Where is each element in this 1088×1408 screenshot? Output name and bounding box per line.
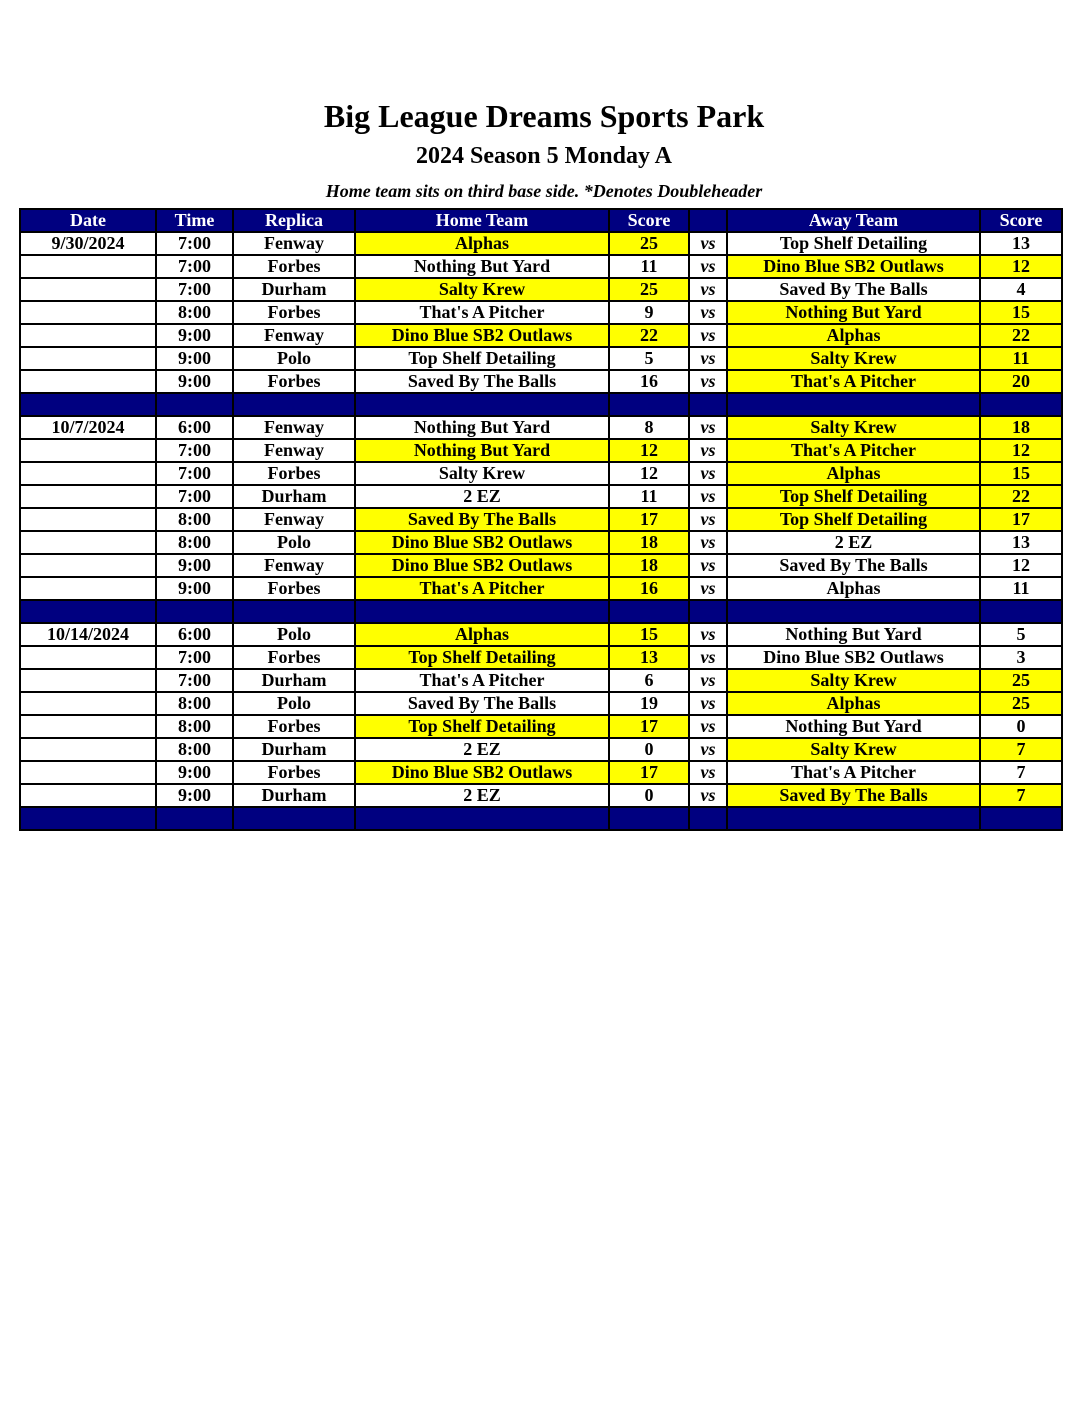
away-team-cell: That's A Pitcher [727,761,980,784]
vs-cell: vs [689,715,727,738]
replica-cell: Fenway [233,554,355,577]
separator-cell [233,393,355,416]
home-score-cell: 12 [609,439,689,462]
replica-cell: Durham [233,278,355,301]
date-cell [20,324,156,347]
game-row [20,784,1062,807]
home-score-cell: 17 [609,715,689,738]
replica-cell: Fenway [233,416,355,439]
col-header-replica: Replica [233,209,355,232]
separator-cell [233,600,355,623]
away-score-cell: 17 [980,508,1062,531]
home-score-cell: 0 [609,738,689,761]
date-cell [20,462,156,485]
vs-cell: vs [689,439,727,462]
time-cell: 7:00 [156,669,233,692]
game-row [20,324,1062,347]
date-cell [20,715,156,738]
away-team-cell: Top Shelf Detailing [727,485,980,508]
date-cell: 9/30/2024 [20,232,156,255]
away-score-cell: 7 [980,738,1062,761]
table-header-row [20,209,1062,232]
home-score-cell: 25 [609,232,689,255]
home-score-cell: 6 [609,669,689,692]
game-row [20,347,1062,370]
col-header-time: Time [156,209,233,232]
separator-cell [980,600,1062,623]
date-cell [20,370,156,393]
separator-cell [233,807,355,830]
vs-cell: vs [689,370,727,393]
away-team-cell: Dino Blue SB2 Outlaws [727,255,980,278]
separator-cell [727,807,980,830]
replica-cell: Fenway [233,508,355,531]
away-team-cell: Salty Krew [727,416,980,439]
separator-cell [355,600,609,623]
home-score-cell: 11 [609,255,689,278]
replica-cell: Forbes [233,370,355,393]
away-team-cell: 2 EZ [727,531,980,554]
page-note: Home team sits on third base side. *Denotes Doubleheader [325,181,763,201]
game-row [20,232,1062,255]
col-header-home-team: Home Team [355,209,609,232]
home-team-cell: That's A Pitcher [355,577,609,600]
replica-cell: Fenway [233,324,355,347]
separator-cell [980,393,1062,416]
away-team-cell: Salty Krew [727,347,980,370]
date-cell [20,531,156,554]
game-row [20,531,1062,554]
date-cell [20,692,156,715]
date-cell [20,485,156,508]
time-cell: 9:00 [156,347,233,370]
col-header-vs [689,209,727,232]
away-score-cell: 0 [980,715,1062,738]
replica-cell: Fenway [233,232,355,255]
date-cell [20,784,156,807]
game-row [20,669,1062,692]
time-cell: 6:00 [156,623,233,646]
separator-cell [355,393,609,416]
home-team-cell: Dino Blue SB2 Outlaws [355,554,609,577]
home-score-cell: 5 [609,347,689,370]
home-score-cell: 12 [609,462,689,485]
vs-cell: vs [689,232,727,255]
game-row [20,370,1062,393]
replica-cell: Durham [233,784,355,807]
schedule-body [20,232,1062,830]
date-cell [20,669,156,692]
away-score-cell: 7 [980,761,1062,784]
home-score-cell: 17 [609,508,689,531]
time-cell: 7:00 [156,232,233,255]
date-cell [20,554,156,577]
vs-cell: vs [689,508,727,531]
away-score-cell: 12 [980,255,1062,278]
separator-cell [727,393,980,416]
separator-cell [156,600,233,623]
vs-cell: vs [689,531,727,554]
time-cell: 8:00 [156,738,233,761]
away-team-cell: That's A Pitcher [727,370,980,393]
away-score-cell: 5 [980,623,1062,646]
home-team-cell: Nothing But Yard [355,439,609,462]
away-team-cell: Top Shelf Detailing [727,508,980,531]
time-cell: 8:00 [156,715,233,738]
away-score-cell: 13 [980,531,1062,554]
game-row [20,278,1062,301]
home-team-cell: Nothing But Yard [355,255,609,278]
page-title: Big League Dreams Sports Park [323,98,765,134]
away-score-cell: 18 [980,416,1062,439]
replica-cell: Polo [233,623,355,646]
home-score-cell: 16 [609,370,689,393]
away-score-cell: 7 [980,784,1062,807]
away-team-cell: Saved By The Balls [727,784,980,807]
replica-cell: Forbes [233,255,355,278]
date-cell [20,347,156,370]
schedule-table [19,208,1063,831]
replica-cell: Polo [233,692,355,715]
home-team-cell: Top Shelf Detailing [355,715,609,738]
home-score-cell: 19 [609,692,689,715]
home-team-cell: 2 EZ [355,738,609,761]
separator-row [20,393,1062,416]
away-team-cell: Alphas [727,324,980,347]
replica-cell: Forbes [233,715,355,738]
date-cell [20,738,156,761]
vs-cell: vs [689,646,727,669]
home-score-cell: 18 [609,554,689,577]
away-team-cell: Top Shelf Detailing [727,232,980,255]
game-row [20,577,1062,600]
vs-cell: vs [689,761,727,784]
away-score-cell: 12 [980,554,1062,577]
separator-cell [689,600,727,623]
time-cell: 8:00 [156,692,233,715]
date-cell [20,508,156,531]
replica-cell: Polo [233,347,355,370]
replica-cell: Polo [233,531,355,554]
away-score-cell: 11 [980,347,1062,370]
away-team-cell: Nothing But Yard [727,301,980,324]
away-score-cell: 3 [980,646,1062,669]
away-score-cell: 25 [980,692,1062,715]
away-score-cell: 22 [980,324,1062,347]
away-score-cell: 20 [980,370,1062,393]
home-score-cell: 25 [609,278,689,301]
separator-cell [156,807,233,830]
time-cell: 8:00 [156,531,233,554]
away-score-cell: 25 [980,669,1062,692]
game-row [20,761,1062,784]
vs-cell: vs [689,692,727,715]
vs-cell: vs [689,255,727,278]
col-header-date: Date [20,209,156,232]
vs-cell: vs [689,623,727,646]
game-row [20,646,1062,669]
home-score-cell: 11 [609,485,689,508]
separator-row [20,600,1062,623]
time-cell: 7:00 [156,462,233,485]
game-row [20,255,1062,278]
separator-cell [609,600,689,623]
vs-cell: vs [689,485,727,508]
away-team-cell: Saved By The Balls [727,554,980,577]
home-team-cell: Saved By The Balls [355,692,609,715]
home-team-cell: Dino Blue SB2 Outlaws [355,761,609,784]
time-cell: 9:00 [156,554,233,577]
home-score-cell: 17 [609,761,689,784]
separator-cell [20,600,156,623]
time-cell: 8:00 [156,301,233,324]
separator-row [20,807,1062,830]
game-row [20,416,1062,439]
vs-cell: vs [689,554,727,577]
separator-cell [609,393,689,416]
home-team-cell: Top Shelf Detailing [355,347,609,370]
vs-cell: vs [689,301,727,324]
away-team-cell: Saved By The Balls [727,278,980,301]
home-team-cell: Alphas [355,623,609,646]
date-cell [20,577,156,600]
replica-cell: Durham [233,669,355,692]
replica-cell: Durham [233,738,355,761]
time-cell: 7:00 [156,255,233,278]
home-score-cell: 13 [609,646,689,669]
col-header-away-team: Away Team [727,209,980,232]
game-row [20,439,1062,462]
home-team-cell: Alphas [355,232,609,255]
home-team-cell: Top Shelf Detailing [355,646,609,669]
replica-cell: Forbes [233,577,355,600]
time-cell: 6:00 [156,416,233,439]
home-score-cell: 9 [609,301,689,324]
date-cell: 10/14/2024 [20,623,156,646]
home-team-cell: Saved By The Balls [355,508,609,531]
away-score-cell: 4 [980,278,1062,301]
away-team-cell: Salty Krew [727,669,980,692]
away-score-cell: 15 [980,462,1062,485]
game-row [20,738,1062,761]
home-team-cell: Dino Blue SB2 Outlaws [355,324,609,347]
time-cell: 7:00 [156,485,233,508]
separator-cell [727,600,980,623]
home-team-cell: That's A Pitcher [355,669,609,692]
home-score-cell: 22 [609,324,689,347]
time-cell: 7:00 [156,278,233,301]
page-subtitle: 2024 Season 5 Monday A [415,143,673,169]
separator-cell [156,393,233,416]
vs-cell: vs [689,784,727,807]
separator-cell [20,393,156,416]
vs-cell: vs [689,324,727,347]
vs-cell: vs [689,416,727,439]
vs-cell: vs [689,278,727,301]
replica-cell: Forbes [233,462,355,485]
away-team-cell: Dino Blue SB2 Outlaws [727,646,980,669]
game-row [20,715,1062,738]
home-team-cell: 2 EZ [355,485,609,508]
date-cell: 10/7/2024 [20,416,156,439]
away-score-cell: 22 [980,485,1062,508]
replica-cell: Fenway [233,439,355,462]
time-cell: 9:00 [156,324,233,347]
separator-cell [689,807,727,830]
time-cell: 9:00 [156,784,233,807]
away-team-cell: That's A Pitcher [727,439,980,462]
game-row [20,462,1062,485]
date-cell [20,301,156,324]
home-score-cell: 0 [609,784,689,807]
away-team-cell: Salty Krew [727,738,980,761]
date-cell [20,761,156,784]
home-score-cell: 18 [609,531,689,554]
game-row [20,623,1062,646]
vs-cell: vs [689,577,727,600]
game-row [20,692,1062,715]
separator-cell [609,807,689,830]
game-row [20,508,1062,531]
home-score-cell: 16 [609,577,689,600]
away-team-cell: Alphas [727,577,980,600]
home-score-cell: 15 [609,623,689,646]
home-team-cell: Saved By The Balls [355,370,609,393]
game-row [20,301,1062,324]
separator-cell [980,807,1062,830]
separator-cell [355,807,609,830]
away-team-cell: Alphas [727,462,980,485]
home-team-cell: Nothing But Yard [355,416,609,439]
date-cell [20,278,156,301]
replica-cell: Durham [233,485,355,508]
away-score-cell: 11 [980,577,1062,600]
home-team-cell: That's A Pitcher [355,301,609,324]
col-header-away-score: Score [980,209,1062,232]
away-score-cell: 12 [980,439,1062,462]
time-cell: 9:00 [156,577,233,600]
replica-cell: Forbes [233,301,355,324]
home-team-cell: Dino Blue SB2 Outlaws [355,531,609,554]
away-score-cell: 15 [980,301,1062,324]
col-header-home-score: Score [609,209,689,232]
separator-cell [689,393,727,416]
replica-cell: Forbes [233,646,355,669]
vs-cell: vs [689,738,727,761]
time-cell: 8:00 [156,508,233,531]
time-cell: 7:00 [156,646,233,669]
replica-cell: Forbes [233,761,355,784]
date-cell [20,646,156,669]
home-score-cell: 8 [609,416,689,439]
away-team-cell: Nothing But Yard [727,623,980,646]
game-row [20,485,1062,508]
date-cell [20,255,156,278]
time-cell: 7:00 [156,439,233,462]
separator-cell [20,807,156,830]
away-team-cell: Nothing But Yard [727,715,980,738]
date-cell [20,439,156,462]
time-cell: 9:00 [156,370,233,393]
vs-cell: vs [689,669,727,692]
home-team-cell: Salty Krew [355,278,609,301]
away-team-cell: Alphas [727,692,980,715]
time-cell: 9:00 [156,761,233,784]
game-row [20,554,1062,577]
home-team-cell: 2 EZ [355,784,609,807]
away-score-cell: 13 [980,232,1062,255]
home-team-cell: Salty Krew [355,462,609,485]
vs-cell: vs [689,347,727,370]
vs-cell: vs [689,462,727,485]
